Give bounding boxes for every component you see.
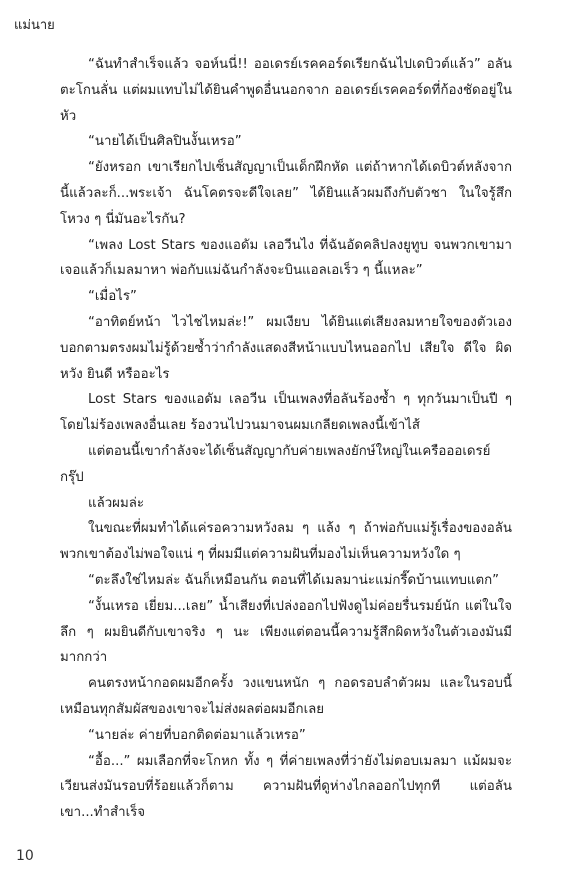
paragraph: Lost Stars ของแอดัม เลอวีน เป็นเพลงที่อลันร้องซ้ำ ๆ ทุกวันมาเป็นปี ๆ โดยไม่ร้องเพลงอื่นเลย ร้องวนไปวนมาจนผมเกลียดเพลงนี้เข้าไส้ xyxy=(60,392,512,434)
paragraph: ในขณะที่ผมทำได้แค่รอความหวังลม ๆ แล้ง ๆ ถ้าพ่อกับแม่รู้เรื่องของอลันพวกเขาต้องไม่พอใจแน่ ๆ ที่ผมมีแต่ความฝันที่มองไม่เห็นความหวังใด ๆ xyxy=(60,521,512,563)
paragraph: “เพลง Lost Stars ของแอดัม เลอวีนไง ที่ฉันอัดคลิปลงยูทูบ จนพวกเขามาเจอแล้วก็เมลมาหา พ่อกับแม่ฉันกำลังจะบินแอลเอเร็ว ๆ นี้แหละ” xyxy=(60,237,512,279)
paragraph: “เมื่อไร” xyxy=(88,289,137,305)
paragraph: “งั้นเหรอ เยี่ยม...เลย” น้ำเสียงที่เปล่งออกไปฟังดูไม่ค่อยรื่นรมย์นัก แต่ในใจลึก ๆ ผมยินดีกับเขาจริง ๆ นะ เพียงแต่ตอนนี้ความรู้สึกผิดหวังในตัวเองมันมีมากกว่า xyxy=(60,598,512,666)
paragraph: แล้วผมล่ะ xyxy=(88,495,145,511)
paragraph: “นายได้เป็นศิลปินงั้นเหรอ” xyxy=(88,134,242,150)
paragraph: “ยังหรอก เขาเรียกไปเซ็นสัญญาเป็นเด็กฝึกหัด แต่ถ้าหากได้เดบิวต์หลังจากนี้แล้วละก็...พระเจ้า ฉันโคตรจะดีใจเลย” ได้ยินแล้วผมถึงกับตัวชา ในใจรู้สึกโหวง ๆ นี่มันอะไรกัน? xyxy=(60,160,512,227)
paragraph: คนตรงหน้ากอดผมอีกครั้ง วงแขนหนัก ๆ กอดรอบลำตัวผม และในรอบนี้เหมือนทุกสัมผัสของเขาจะไม่ส่งผลต่อผมอีกเลย xyxy=(60,676,512,717)
paragraph: “อื้อ...” ผมเลือกที่จะโกหก ทั้ง ๆ ที่ค่ายเพลงที่ว่ายังไม่ตอบเมลมา แม้ผมจะเวียนส่งมันรอบที่ร้อยแล้วก็ตาม ความฝันที่ดูห่างไกลออกไปทุกที แต่อลัน เขา...ทำสำเร็จ xyxy=(60,753,512,821)
paragraph: “อาทิตย์หน้า ไวไชไหมล่ะ!” ผมเงียบ ได้ยินแต่เสียงลมหายใจของตัวเองบอกตามตรงผมไม่รู้ด้วยซ้ำว่ากำลังแสดงสีหน้าแบบไหนออกไป เสียใจ ดีใจ ผิดหวัง ยินดี หรืออะไร xyxy=(60,314,512,382)
paragraph: “นายล่ะ ค่ายที่บอกติดต่อมาแล้วเหรอ” xyxy=(88,727,306,743)
paragraph: “ตะลึงใช่ไหมล่ะ ฉันก็เหมือนกัน ตอนที่ได้เมลมาน่ะแม่กรี๊ดบ้านแทบแตก” xyxy=(88,572,500,588)
page-number: 10 xyxy=(16,848,34,864)
book-title-header: แม่นาย xyxy=(14,18,55,33)
page-body-text xyxy=(60,52,512,826)
paragraph: “ฉันทำสำเร็จแล้ว จอห์นนี่!! ออเดรย์เรคคอร์ดเรียกฉันไปเดบิวต์แล้ว” อลันตะโกนลั่น แต่ผมแทบไม่ได้ยินคำพูดอื่นนอกจาก ออเดรย์เรคคอร์ดที่ก้องชัดอยู่ในหัว xyxy=(60,57,512,124)
paragraph: แต่ตอนนี้เขากำลังจะได้เซ็นสัญญากับค่ายเพลงยักษ์ใหญ่ในเครือออเดรย์กรุ๊ป xyxy=(60,443,491,485)
